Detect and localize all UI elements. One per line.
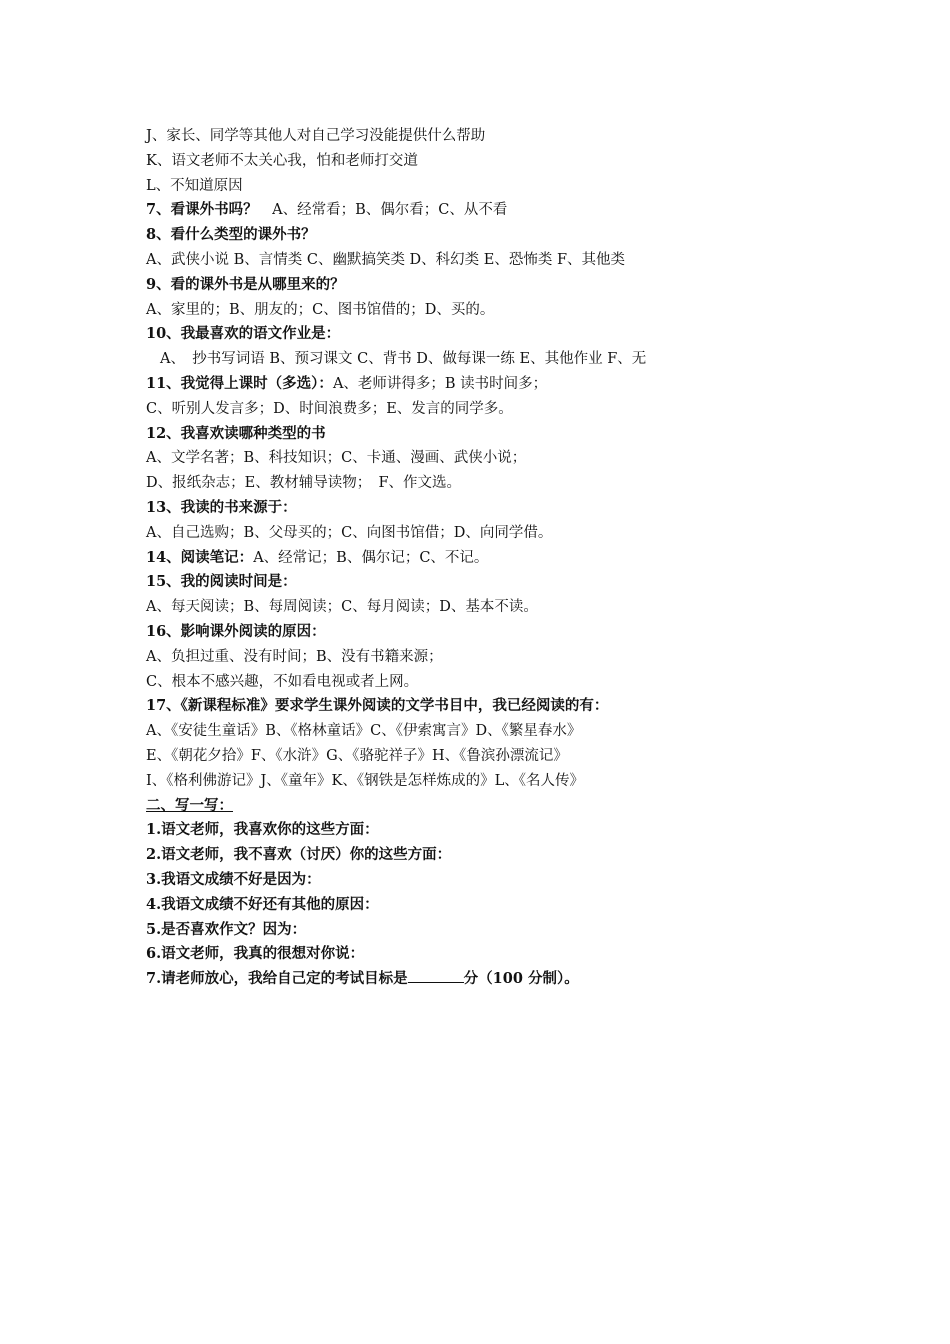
write-item-6: 6.语文老师，我真的很想对你说： xyxy=(146,945,365,963)
option-line: L、不知道原因 xyxy=(146,177,243,194)
question-13: 13、我读的书来源于： xyxy=(146,498,297,516)
question-9: 9、看的课外书是从哪里来的？ xyxy=(146,275,345,293)
question-text: 14、阅读笔记： xyxy=(146,548,254,566)
write-item-3: 3.我语文成绩不好是因为： xyxy=(146,870,321,888)
question-12: 12、我喜欢读哪种类型的书 xyxy=(146,424,326,442)
write-item-5: 5.是否喜欢作文？因为： xyxy=(146,920,307,938)
question-options: A、老师讲得多；B 读书时间多； xyxy=(332,375,548,392)
write-item-4: 4.我语文成绩不好还有其他的原因： xyxy=(146,895,379,913)
question-16: 16、影响课外阅读的原因： xyxy=(146,622,326,640)
question-12-options: A、文学名著；B、科技知识；C、卡通、漫画、武侠小说； xyxy=(146,450,527,467)
question-15: 15、我的阅读时间是： xyxy=(146,573,297,591)
question-13-options: A、自己选购；B、父母买的；C、向图书馆借；D、向同学借。 xyxy=(146,524,553,541)
question-15-options: A、每天阅读；B、每周阅读；C、每月阅读；D、基本不读。 xyxy=(146,599,538,616)
question-16-options: C、根本不感兴趣，不如看电视或者上网。 xyxy=(146,673,419,690)
question-17: 17、《新课程标准》要求学生课外阅读的文学书目中，我已经阅读的有： xyxy=(146,697,609,715)
section-heading: 二、写一写： xyxy=(146,796,233,814)
question-17-options: A、《安徒生童话》B、《格林童话》C、《伊索寓言》D、《繁星春水》 xyxy=(146,723,582,740)
item-text: 7.请老师放心，我给自己定的考试目标是 xyxy=(146,970,408,988)
option-line: J、家长、同学等其他人对自己学习没能提供什么帮助 xyxy=(146,128,486,144)
survey-content xyxy=(146,124,846,992)
question-8: 8、看什么类型的课外书？ xyxy=(146,226,316,244)
question-11 xyxy=(146,372,846,397)
question-17-options: E、《朝花夕拾》F、《水浒》G、《骆驼祥子》H、《鲁滨孙漂流记》 xyxy=(146,747,568,764)
question-options: A、经常看；B、偶尔看；C、从不看 xyxy=(257,202,508,219)
question-text: 11、我觉得上课时（多选）： xyxy=(146,374,333,392)
write-item-7 xyxy=(146,967,846,992)
question-8-options: A、武侠小说 B、言情类 C、幽默搞笑类 D、科幻类 E、恐怖类 F、其他类 xyxy=(146,251,626,268)
option-line: K、语文老师不太关心我，怕和老师打交道 xyxy=(146,152,418,169)
score-blank[interactable] xyxy=(408,968,464,983)
write-item-1: 1.语文老师，我喜欢你的这些方面： xyxy=(146,821,379,839)
question-9-options: A、家里的；B、朋友的；C、图书馆借的；D、买的。 xyxy=(146,301,495,318)
question-11-options: C、听别人发言多；D、时间浪费多；E、发言的同学多。 xyxy=(146,400,513,417)
question-options: A、经常记；B、偶尔记；C、不记。 xyxy=(253,549,489,566)
question-10-options: A、 抄书写词语 B、预习课文 C、背书 D、做每课一练 E、其他作业 F、无 xyxy=(160,351,647,368)
question-7 xyxy=(146,198,846,223)
question-12-options: D、报纸杂志；E、教材辅导读物； F、作文选。 xyxy=(146,475,462,492)
question-10: 10、我最喜欢的语文作业是： xyxy=(146,325,341,343)
question-17-options: I、《格利佛游记》J、《童年》K、《钢铁是怎样炼成的》L、《名人传》 xyxy=(146,772,584,789)
question-16-options: A、负担过重、没有时间；B、没有书籍来源； xyxy=(146,648,443,665)
question-14 xyxy=(146,546,846,571)
item-text: 分（100 分制）。 xyxy=(463,970,579,988)
write-item-2: 2.语文老师，我不喜欢（讨厌）你的这些方面： xyxy=(146,846,452,864)
question-text: 7、看课外书吗？ xyxy=(146,201,258,219)
section-2-heading-row xyxy=(146,794,846,819)
